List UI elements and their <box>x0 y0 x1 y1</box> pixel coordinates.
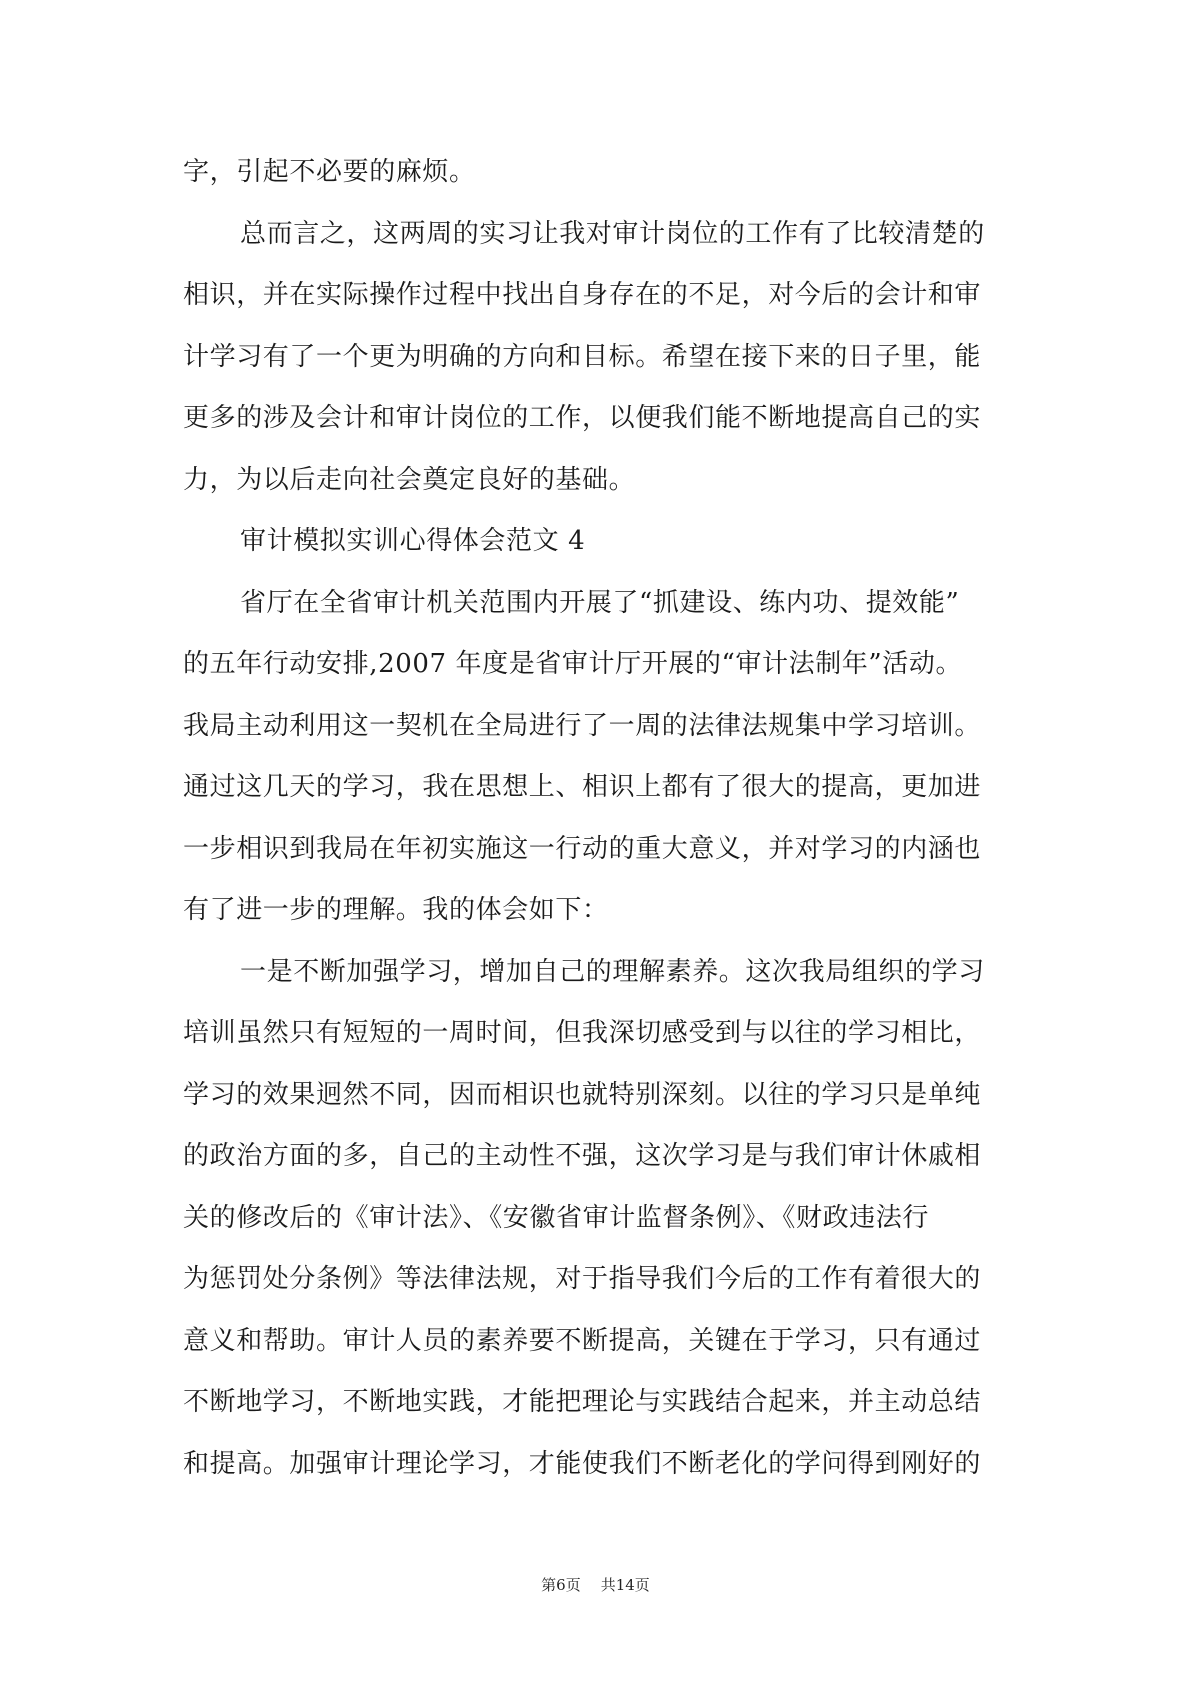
page-number: 第6页 <box>541 1576 581 1594</box>
text-line: 关的修改后的《审计法》、《安徽省审计监督条例》、《财政违法行 <box>183 1202 930 1233</box>
text-line: 意义和帮助。审计人员的素养要不断提高，关键在于学习，只有通过 <box>183 1325 982 1356</box>
paragraph-start-line: 一是不断加强学习，增加自己的理解素养。这次我局组织的学习 <box>240 956 985 987</box>
paragraph-start-line: 省厅在全省审计机关范围内开展了“抓建设、练内功、提效能” <box>240 587 960 618</box>
document-body <box>183 142 1013 1495</box>
page-footer <box>0 1574 1191 1595</box>
text-line: 不断地学习，不断地实践，才能把理论与实践结合起来，并主动总结 <box>183 1387 982 1417</box>
page-total: 共14页 <box>600 1576 650 1594</box>
text-line: 的五年行动安排,2007 年度是省审计厅开展的“审计法制年”活动。 <box>183 649 963 679</box>
section-heading: 审计模拟实训心得体会范文 4 <box>240 526 586 556</box>
text-line: 力，为以后走向社会奠定良好的基础。 <box>183 464 636 495</box>
text-line: 一步相识到我局在年初实施这一行动的重大意义，并对学习的内涵也 <box>183 833 982 864</box>
text-line: 为惩罚处分条例》等法律法规，对于指导我们今后的工作有着很大的 <box>183 1264 982 1294</box>
text-line: 学习的效果迥然不同，因而相识也就特别深刻。以往的学习只是单纯 <box>183 1079 982 1110</box>
text-line: 和提高。加强审计理论学习，才能使我们不断老化的学问得到刚好的 <box>183 1448 982 1479</box>
text-line: 的政治方面的多，自己的主动性不强，这次学习是与我们审计休戚相 <box>183 1141 982 1171</box>
text-line: 更多的涉及会计和审计岗位的工作，以便我们能不断地提高自己的实 <box>183 403 982 433</box>
text-line: 培训虽然只有短短的一周时间，但我深切感受到与以往的学习相比， <box>183 1018 982 1048</box>
text-line: 字，引起不必要的麻烦。 <box>183 157 476 187</box>
text-line: 通过这几天的学习，我在思想上、相识上都有了很大的提高，更加进 <box>183 772 982 802</box>
text-line: 相识，并在实际操作过程中找出自身存在的不足，对今后的会计和审 <box>183 280 982 310</box>
text-line: 计学习有了一个更为明确的方向和目标。希望在接下来的日子里，能 <box>183 341 982 372</box>
text-line: 我局主动利用这一契机在全局进行了一周的法律法规集中学习培训。 <box>183 710 982 741</box>
paragraph-start-line: 总而言之，这两周的实习让我对审计岗位的工作有了比较清楚的 <box>240 218 985 249</box>
text-line: 有了进一步的理解。我的体会如下： <box>183 895 609 925</box>
